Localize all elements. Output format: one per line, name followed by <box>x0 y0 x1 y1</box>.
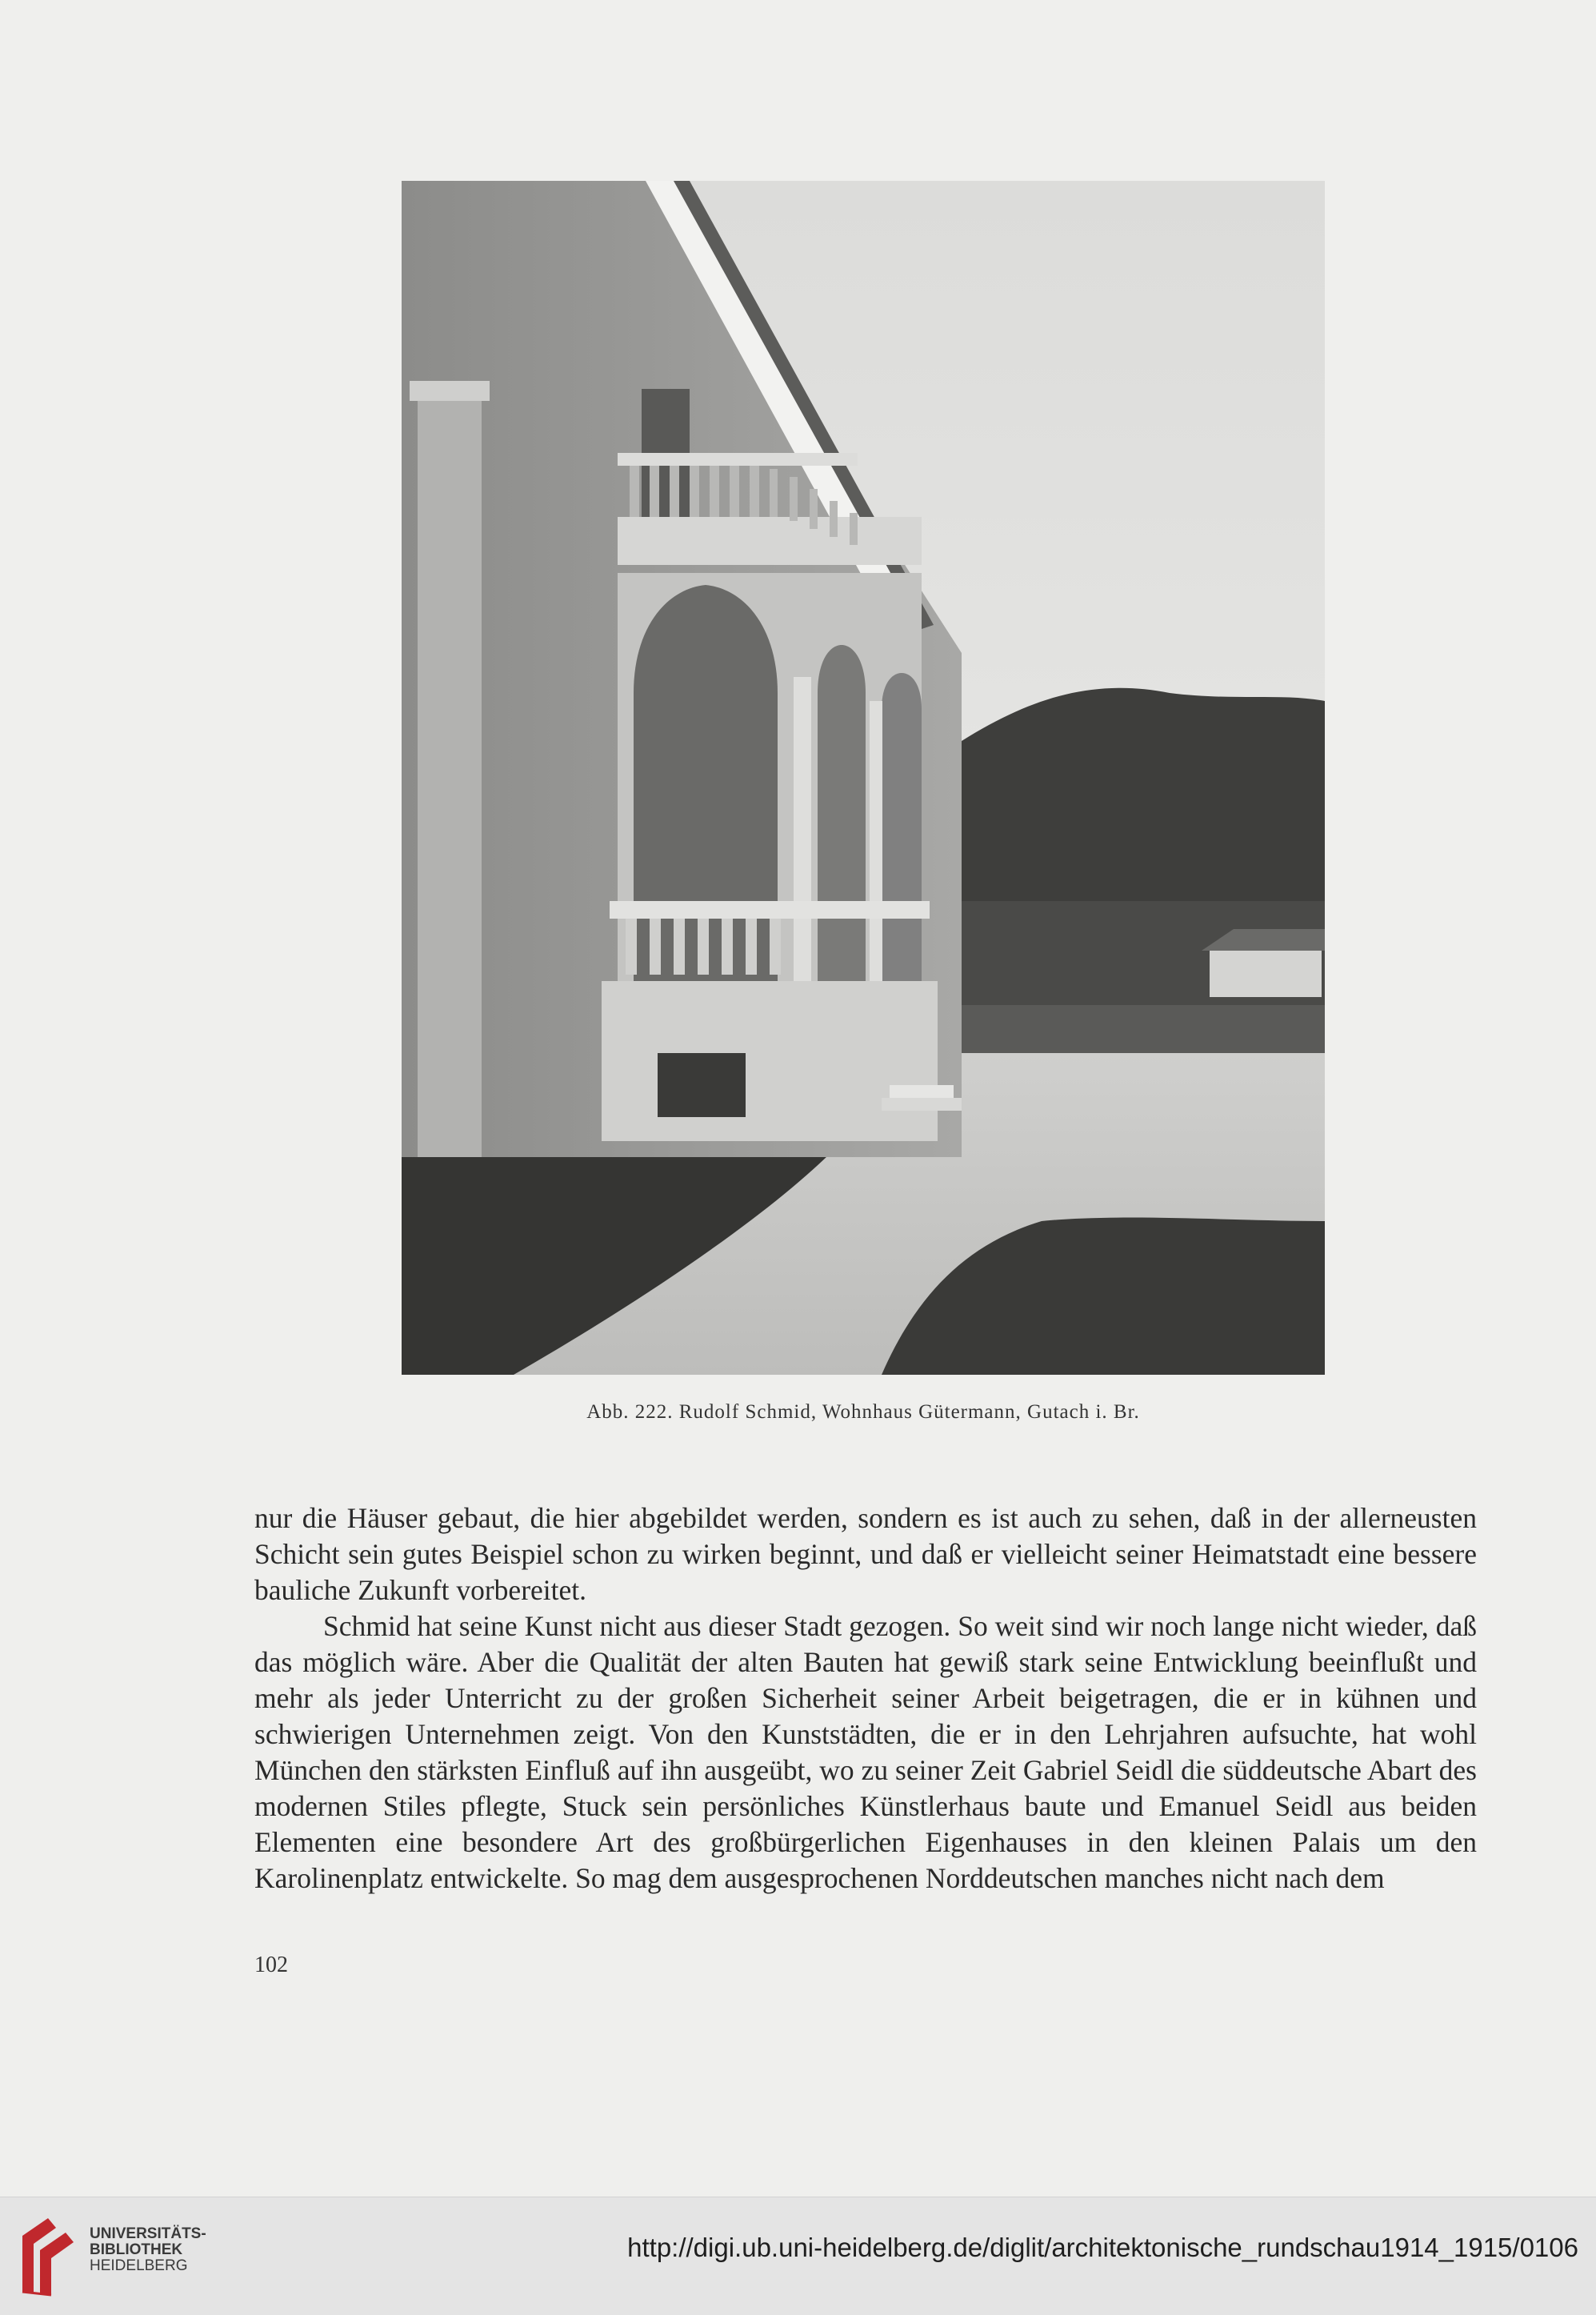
library-line: UNIVERSITÄTS- <box>90 2225 206 2242</box>
ub-heidelberg-logo-icon[interactable] <box>16 2212 80 2300</box>
paragraph: nur die Häuser gebaut, die hier abgebildet werden, sondern es ist auch zu sehen, daß in der allerneusten Schicht sein gutes Beispiel schon zu wirken beginnt, und daß er vielleicht seiner Heimatstadt eine bessere bauliche Zukunft vorbereitet. <box>254 1502 1477 1606</box>
photo-house-icon <box>402 181 1325 1375</box>
body-text <box>254 1500 1477 1896</box>
library-name <box>90 2226 206 2274</box>
figure-photo <box>402 181 1325 1375</box>
footer-bar <box>0 2197 1596 2315</box>
permalink-url[interactable]: http://digi.ub.uni-heidelberg.de/diglit/architektonische_rundschau1914_1915/0106 <box>627 2233 1578 2262</box>
library-line: BIBLIOTHEK <box>90 2241 183 2258</box>
library-line: HEIDELBERG <box>90 2257 188 2274</box>
figure-caption: Abb. 222. Rudolf Schmid, Wohnhaus Gütermann, Gutach i. Br. <box>586 1401 1140 1423</box>
paragraph: Schmid hat seine Kunst nicht aus dieser Stadt gezogen. So weit sind wir noch lange nicht wieder, daß das möglich wäre. Aber die Qualität der alten Bauten hat gewiß stark seine Entwicklung beeinflußt und mehr als jeder Unterricht zu der großen Sicherheit seiner Arbeit beigetragen, die er in kühnen und schwierigen Unternehmen zeigt. Von den Kunststädten, die er in den Lehrjahren aufsuchte, hat wohl München den stärksten Einfluß auf ihn ausgeübt, wo zu seiner Zeit Gabriel Seidl die süddeutsche Abart des modernen Stiles pflegte, Stuck sein persönliches Künstlerhaus baute und Emanuel Seidl aus beiden Elementen eine besondere Art des großbürgerlichen Eigenhauses in den kleinen Palais um den Karolinenplatz entwickelte. So mag dem ausgesprochenen Norddeutschen manches nicht nach dem <box>254 1610 1477 1894</box>
page-number: 102 <box>254 1953 288 1977</box>
